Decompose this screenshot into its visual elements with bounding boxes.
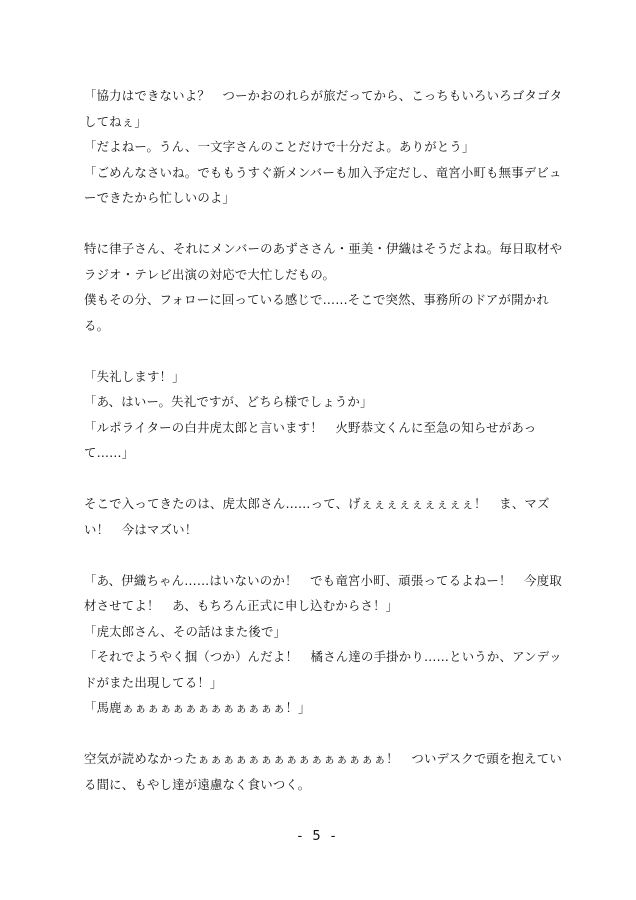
body-text [84, 83, 564, 797]
blank-line [84, 542, 564, 568]
dialogue-line: 「あ、伊織ちゃん……はいないのか！ でも竜宮小町、頑張ってるよねー！ 今度取材させてよ！ あ、もちろん正式に申し込むからさ！」 [84, 572, 562, 613]
blank-line [84, 338, 564, 364]
dialogue-line: 「あ、はいー。失礼ですが、どちら様でしょうか」 [84, 394, 373, 409]
narration-line: そこで入ってきたのは、虎太郎さん……って、げぇぇぇぇぇぇぇぇぇ！ ま、マズい！ 今はマズい！ [84, 496, 550, 537]
dialogue-line: 「だよねー。うん、一文字さんのことだけで十分だよ。ありがとう」 [84, 139, 475, 154]
dialogue-line: 「ルポライターの白井虎太郎と言います！ 火野恭文くんに至急の知らせがあって……」 [84, 419, 537, 460]
dialogue-line: 「ごめんなさいね。でももうすぐ新メンバーも加入予定だし、竜宮小町も無事デビューできたから忙しいのよ」 [84, 164, 562, 205]
blank-line [84, 721, 564, 747]
narration-line: 特に律子さん、それにメンバーのあずささん・亜美・伊織はそうだよね。毎日取材やラジオ・テレビ出演の対応で大忙しだもの。 [84, 241, 563, 282]
blank-line [84, 211, 564, 237]
dialogue-line: 「協力はできないよ？ つーかおのれらが旅だってから、こっちもいろいろゴタゴタしてねぇ」 [84, 88, 563, 129]
dialogue-line: 「失礼します！」 [84, 368, 185, 384]
narration-line: 空気が読めなかったぁぁぁぁぁぁぁぁぁぁぁぁぁぁぁ！ ついデスクで頭を抱えている間に、もやし達が遠慮なく食いつく。 [84, 751, 562, 792]
blank-line [84, 466, 564, 492]
dialogue-line: 「虎太郎さん、その話はまた後で」 [84, 623, 287, 639]
dialogue-line: 「それでようやく掴（つか）んだよ！ 橘さん達の手掛かり……というか、アンデッドがまた出現してる！」 [84, 649, 562, 690]
page-number: - 5 - [297, 829, 339, 844]
dialogue-line: 「馬鹿ぁぁぁぁぁぁぁぁぁぁぁぁぁ！」 [84, 700, 311, 715]
narration-line: 僕もその分、フォローに回っている感じで……そこで突然、事務所のドアが開かれる。 [84, 292, 549, 333]
